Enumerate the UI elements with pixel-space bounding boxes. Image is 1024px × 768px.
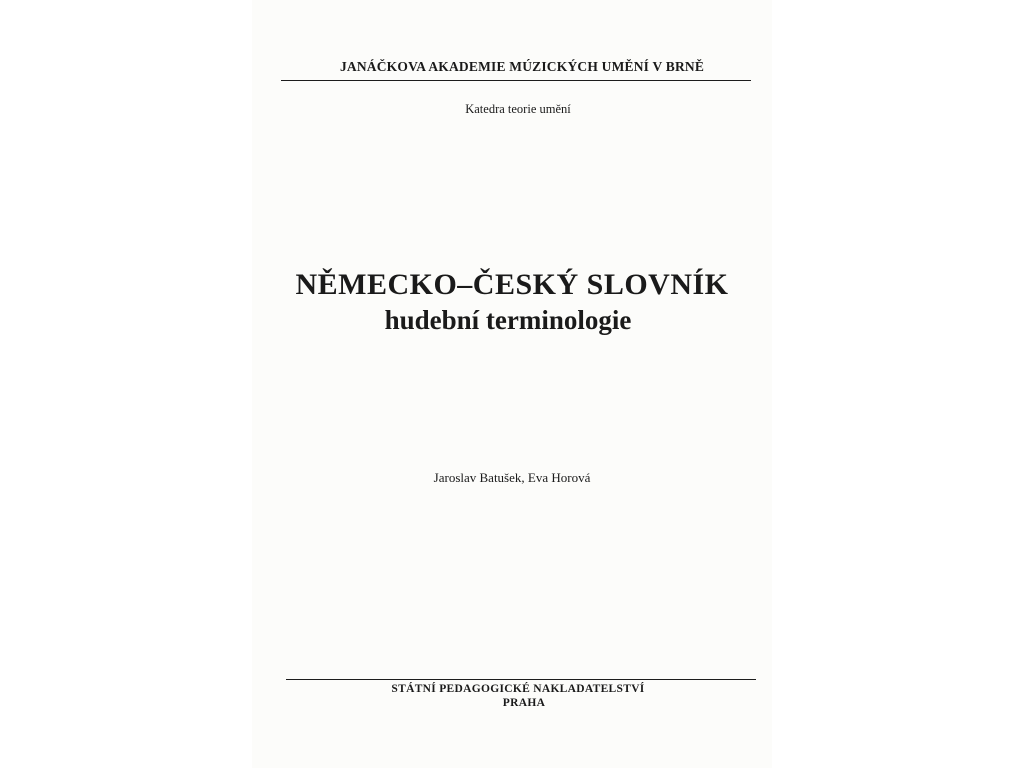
institution-name: JANÁČKOVA AKADEMIE MÚZICKÝCH UMĚNÍ V BRNĚ bbox=[339, 59, 705, 74]
authors: Jaroslav Batušek, Eva Horová bbox=[433, 470, 591, 485]
book-title: NĚMECKO–ČESKÝ SLOVNÍK bbox=[295, 268, 729, 301]
footer-rule bbox=[286, 679, 756, 680]
publisher-city: PRAHA bbox=[502, 697, 546, 709]
book-subtitle: hudební terminologie bbox=[384, 305, 632, 335]
header-rule bbox=[281, 80, 751, 81]
publisher-name: STÁTNÍ PEDAGOGICKÉ NAKLADATELSTVÍ bbox=[391, 683, 645, 695]
department-name: Katedra teorie umění bbox=[465, 102, 571, 116]
